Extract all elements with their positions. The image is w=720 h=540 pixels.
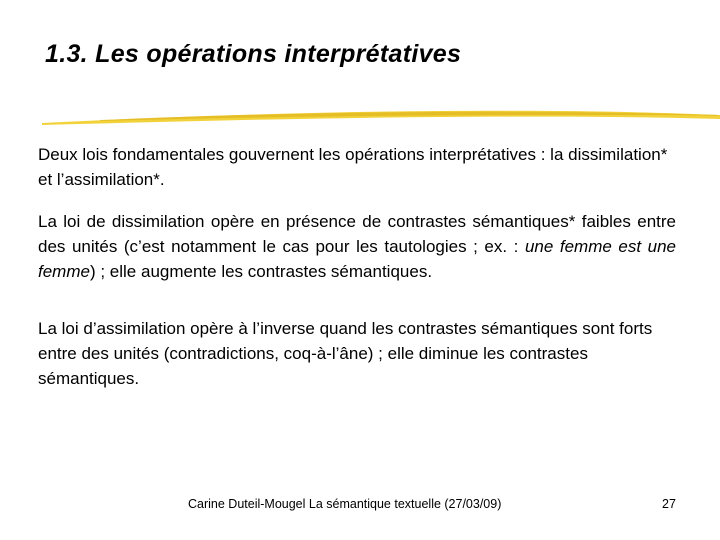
paragraph-dissimilation-text: La loi de dissimilation opère en présence de contrastes sémantiques* faibles entre des unités (c’est notamment le cas pour les tautologies ; ex. : bbox=[38, 212, 676, 256]
footer-credit: Carine Duteil-Mougel La sémantique textuelle (27/03/09) bbox=[188, 497, 502, 511]
title-underline bbox=[40, 103, 720, 125]
paragraph-dissimilation bbox=[38, 209, 676, 284]
page-number: 27 bbox=[662, 497, 676, 511]
tautology-example: une femme est une femme bbox=[38, 237, 676, 281]
paragraph-dissimilation-end: ) ; elle augmente les contrastes sémantiques. bbox=[89, 262, 433, 281]
slide-title: 1.3. Les opérations interprétatives bbox=[45, 40, 462, 68]
paragraph-assimilation: La loi d’assimilation opère à l’inverse quand les contrastes sémantiques sont forts entre des unités (contradictions, coq-à-l’âne) ; elle diminue les contrastes sémantiques. bbox=[38, 319, 653, 388]
paragraph-dissimilation-assimilation: Deux lois fondamentales gouvernent les opérations interprétatives : la dissimilation* et l’assimilation*. bbox=[38, 145, 668, 189]
